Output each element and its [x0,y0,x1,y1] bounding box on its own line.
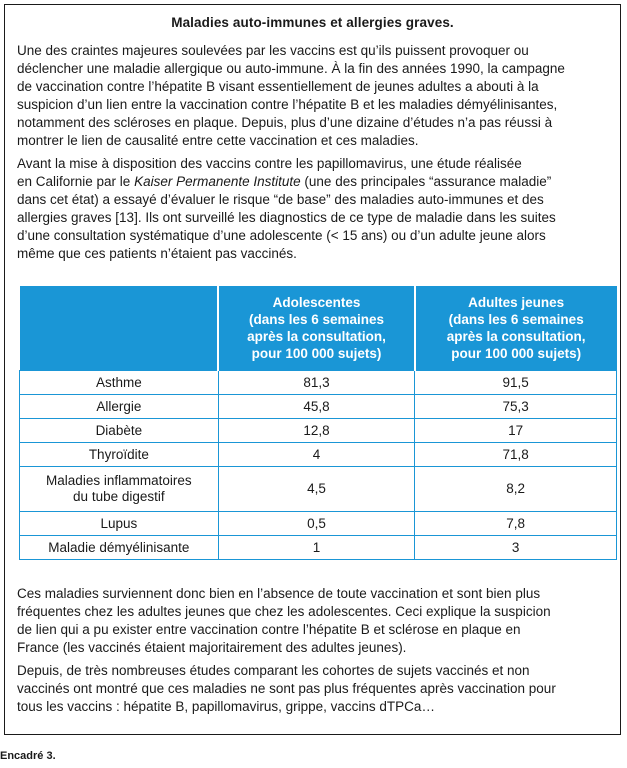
row-label-line: Maladie démyélinisante [48,539,190,555]
header-cell-adultes-jeunes [415,286,617,371]
institute-name: Kaiser Permanente Institute [134,174,301,189]
text-line: Depuis, de très nombreuses études comparant les cohortes de sujets vaccinés et non [17,663,530,678]
incidence-table [19,286,617,560]
table-row [20,419,617,443]
text-line: dans cet état) a essayé d’évaluer le risque “de base” des maladies auto-immunes et des [17,192,544,207]
conclusion-paragraph [17,585,611,657]
value-adultes: 71,8 [415,443,617,467]
text-line: de vaccination contre l’hépatite B visant essentiellement de jeunes adultes a abouti à la [17,79,539,94]
text-line: montrer le lien de causalité entre cette vaccination et ces maladies. [17,133,419,148]
value-adultes: 17 [415,419,617,443]
row-label [20,395,219,419]
value-adultes: 7,8 [415,512,617,536]
header-cell-adolescentes [218,286,415,371]
value-adultes: 91,5 [415,371,617,395]
header-line: (dans les 6 semaines [448,312,584,327]
value-adolescentes: 4 [218,443,415,467]
row-label [20,467,219,512]
text-line: même que ces patients n’étaient pas vaccinés. [17,246,297,261]
text-line: France (les vaccinés étaient majoritairement des adultes jeunes). [17,640,407,655]
text-line: suspicion d’un lien entre la vaccination contre l’hépatite B et les maladies démyélinisantes, [17,97,558,112]
value-adultes: 3 [415,536,617,560]
encadre-box [4,4,621,735]
text-line [17,173,611,191]
row-label-line: Diabète [95,422,143,438]
final-paragraph [17,662,611,716]
row-label-line: Allergie [96,398,142,414]
table-row [20,395,617,419]
table-row [20,536,617,560]
value-adultes: 75,3 [415,395,617,419]
header-line: après la consultation, [446,329,586,344]
box-title: Maladies auto-immunes et allergies graves. [171,15,454,30]
table-row [20,467,617,512]
header-line: pour 100 000 sujets) [251,346,382,361]
text-line: notamment des scléroses en plaque. Depuis, plus d’une dizaine d’études n’a pas réussi à [17,115,553,130]
value-adolescentes: 12,8 [218,419,415,443]
study-paragraph [17,155,611,263]
text-line: Avant la mise à disposition des vaccins contre les papillomavirus, une étude réalisée [17,156,522,171]
value-adolescentes: 4,5 [218,467,415,512]
row-label [20,419,219,443]
text-line: tous les vaccins : hépatite B, papillomavirus, grippe, vaccins dTPCa… [17,699,435,714]
text-line: fréquentes chez les adultes jeunes que chez les adolescentes. Ceci explique la suspicion [17,604,551,619]
row-label-line: Lupus [100,515,138,531]
text-line: Une des craintes majeures soulevées par les vaccins est qu’ils puissent provoquer ou [17,43,529,58]
row-label-line: Asthme [95,374,142,390]
text-segment: en Californie par le [17,174,135,189]
value-adultes: 8,2 [415,467,617,512]
intro-paragraph [17,42,611,150]
value-adolescentes: 1 [218,536,415,560]
row-label [20,536,219,560]
row-label-line: Maladies inflammatoires [46,473,192,488]
text-line: déclencher une maladie allergique ou auto-immune. À la fin des années 1990, la campagne [17,61,565,76]
value-adolescentes: 81,3 [218,371,415,395]
box-caption: Encadré 3. [0,750,56,762]
table-row [20,443,617,467]
text-line: allergies graves [13]. Ils ont surveillé les diagnostics de ce type de maladie dans les suites [17,210,556,225]
row-label [20,371,219,395]
row-label [20,443,219,467]
header-line: Adolescentes [272,295,361,310]
text-segment: (une des principales “assurance maladie” [300,174,552,189]
header-line: après la consultation, [247,329,386,344]
header-line: (dans les 6 semaines [248,312,385,327]
row-label-line: du tube digestif [73,489,165,504]
row-label-line: Thyroïdite [88,446,149,462]
text-line: vaccinés ont montré que ces maladies ne sont pas plus fréquentes après vaccination pour [17,681,556,696]
header-cell-empty [20,286,219,371]
table-row [20,371,617,395]
text-line: Ces maladies surviennent donc bien en l’absence de toute vaccination et sont bien plus [17,586,541,601]
header-line: pour 100 000 sujets) [451,346,582,361]
value-adolescentes: 0,5 [218,512,415,536]
table-row [20,512,617,536]
text-line: de lien qui a pu exister entre vaccination contre l’hépatite B et sclérose en plaque en [17,622,521,637]
row-label [20,512,219,536]
table-header-row [20,286,617,371]
header-line: Adultes jeunes [468,295,565,310]
text-line: d’une consultation systématique d’une adolescente (< 15 ans) ou d’un adulte jeune alors [17,228,546,243]
value-adolescentes: 45,8 [218,395,415,419]
